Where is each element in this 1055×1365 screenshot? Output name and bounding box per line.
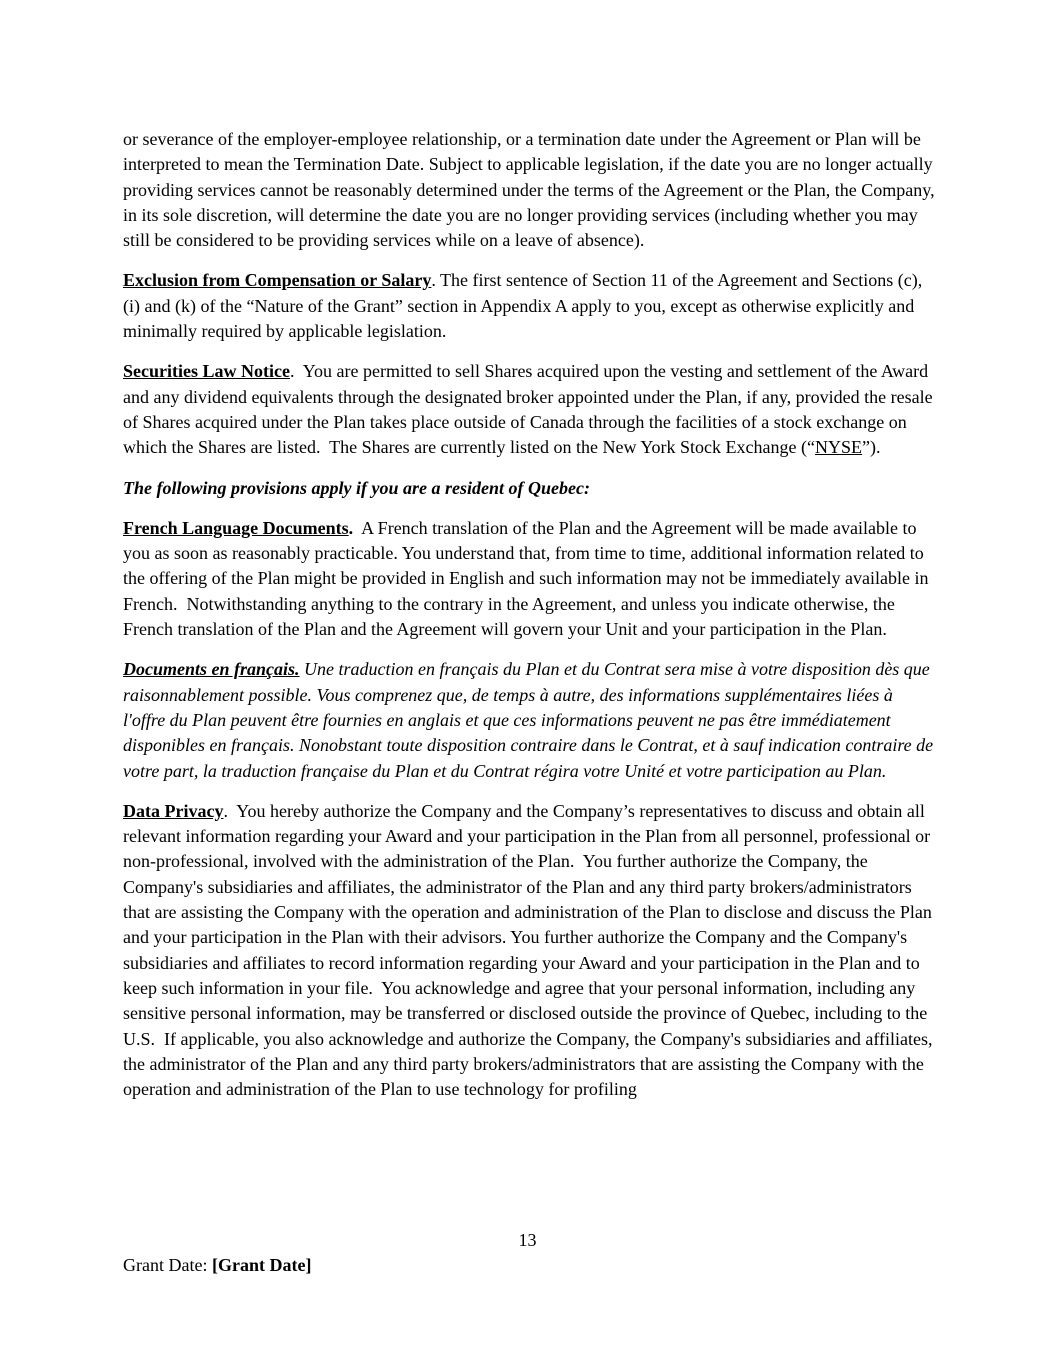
paragraph-text: ”).: [862, 437, 881, 458]
heading-french-language-documents: French Language Documents: [123, 517, 349, 538]
paragraph-text: or severance of the employer-employee relationship, or a termination date under the Agreement or Plan will be interpreted to mean the Termination Date. Subject to applicable legislation, if the date you are no longer actually providing services cannot be reasonably determined under the terms of the Agreement or the Plan, the Company, in its sole discretion, will determine the date you are no longer providing services (including whether you may still be considered to be providing services while on a leave of absence).: [123, 129, 940, 251]
document-body: [123, 127, 940, 1117]
paragraph-text: A French translation of the Plan and the Agreement will be made available to you as soon as reasonably practicable. You understand that, from time to time, additional information related to the offering of the Plan might be provided in English and such information may not be immediately available in French. Notwithstanding anything to the contrary in the Agreement, and unless you indicate otherwise, the French translation of the Plan and the Agreement will govern your Unit and your participation in the Plan.: [123, 517, 933, 640]
grant-date-placeholder: [Grant Date]: [211, 1255, 312, 1275]
heading-documents-en-francais: Documents en français.: [123, 659, 300, 680]
paragraph-text: . You are permitted to sell Shares acquired upon the vesting and settlement of the Award and any dividend equivalents through the designated broker appointed under the Plan, if any, provided the resale of Shares acquired under the Plan takes place outside of Canada through the facilities of a stock exchange on which the Shares are listed. The Shares are currently listed on the New York Stock Exchange (“: [123, 361, 938, 458]
quebec-provisions-lead-in: The following provisions apply if you are a resident of Quebec:: [123, 477, 590, 498]
grant-date-label: Grant Date:: [123, 1255, 212, 1275]
paragraph-termination-continuation: [123, 127, 940, 253]
paragraph-documents-en-francais: [123, 657, 938, 783]
heading-data-privacy: Data Privacy: [123, 800, 224, 821]
paragraph-exclusion-compensation: [123, 268, 935, 344]
page-number: 13: [518, 1230, 537, 1250]
paragraph-securities-law-notice: [123, 359, 938, 460]
paragraph-text: . You hereby authorize the Company and the Company’s representatives to discuss and obtain all relevant information regarding your Award and your participation in the Plan from all personnel, professional or non-professional, involved with the administration of the Plan. You further authorize the Company, the Company's subsidiaries and affiliates, the administrator of the Plan and any third party brokers/administrators that are assisting the Company with the operation and administration of the Plan to disclose and discuss the Plan and your participation in the Plan with their advisors. You further authorize the Company and the Company's subsidiaries and affiliates to record information regarding your Award and your participation in the Plan and to keep such information in your file. You acknowledge and agree that your personal information, including any sensitive personal information, may be transferred or disclosed outside the province of Quebec, including to the U.S. If applicable, you also acknowledge and authorize the Company, the Company's subsidiaries and affiliates, the administrator of the Plan and any third party brokers/administrators that are assisting the Company with the operation and administration of the Plan to use technology for profiling: [123, 800, 938, 1100]
nyse-underlined-term: NYSE: [814, 437, 862, 458]
paragraph-text: Une traduction en français du Plan et du Contrat sera mise à votre disposition dès que raisonnablement possible. Vous comprenez que, de temps à autre, des informations supplémentaires liées à l'offre du Plan peuvent être fournies en anglais et que ces informations peuvent ne pas être immédiatement disponibles en français. Nonobstant toute disposition contraire dans le Contrat, et à sauf indication contraire de votre part, la traduction française du Plan et du Contrat régira votre Unité et votre participation au Plan.: [123, 659, 938, 781]
paragraph-data-privacy: [123, 799, 938, 1103]
heading-securities-law-notice: Securities Law Notice: [123, 361, 290, 382]
grant-date-line: [123, 1253, 311, 1278]
heading-period: .: [348, 517, 354, 538]
paragraph-quebec-intro: [123, 476, 935, 501]
paragraph-text: . The first sentence of Section 11 of the Agreement and Sections (c), (i) and (k) of the “Nature of the Grant” section in Appendix A apply to you, except as otherwise explicitly and minimally required by applicable legislation.: [123, 270, 927, 342]
paragraph-french-language-documents: [123, 516, 935, 642]
heading-exclusion-compensation: Exclusion from Compensation or Salary: [123, 270, 432, 291]
